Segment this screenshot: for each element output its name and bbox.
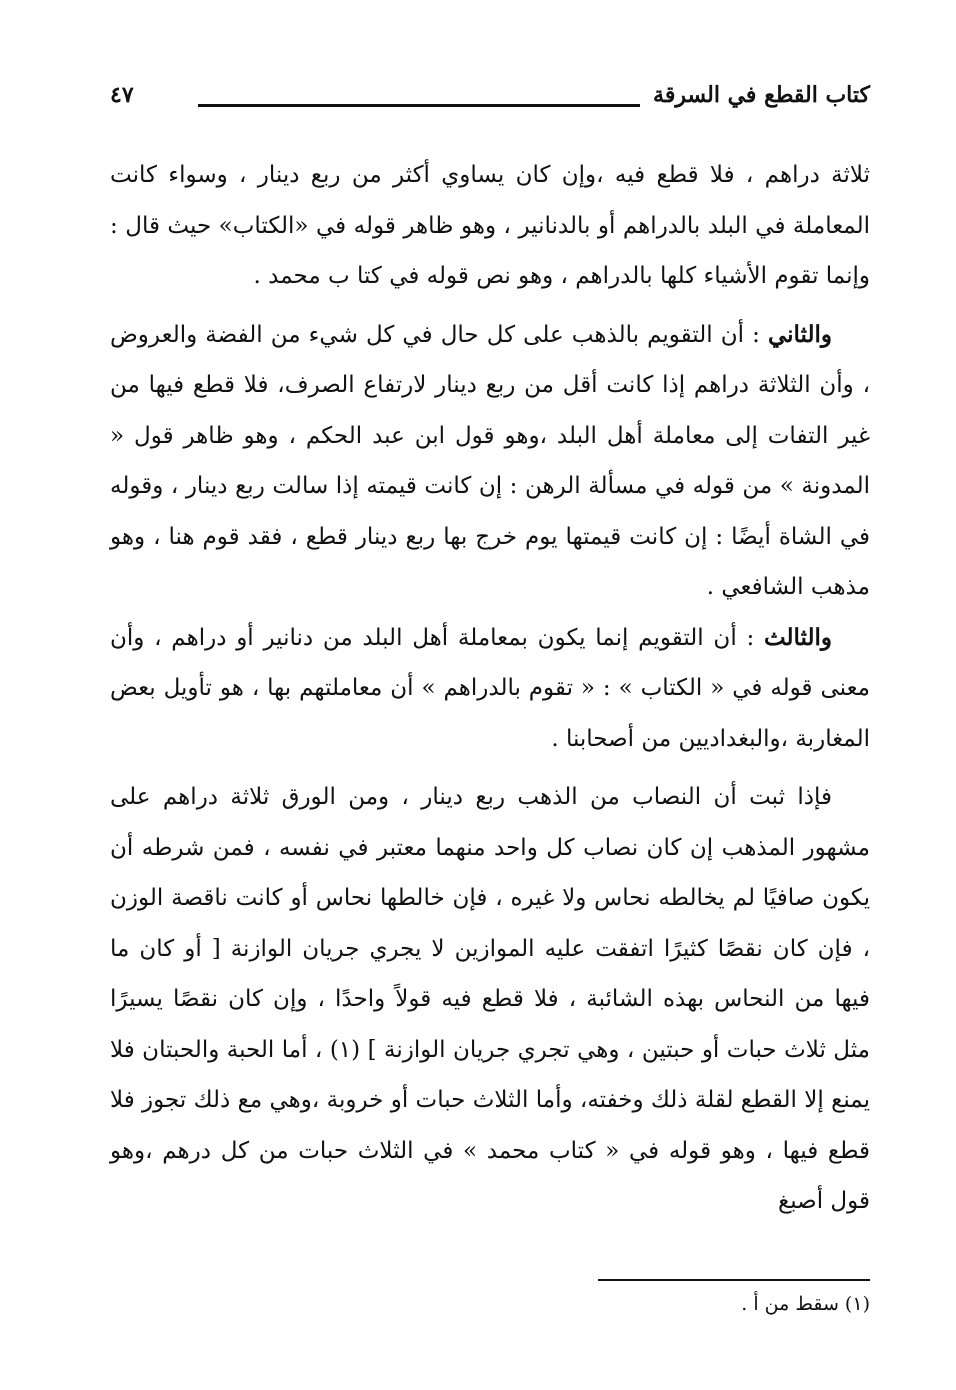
header-rule — [198, 104, 640, 107]
paragraph-2 — [110, 310, 870, 613]
footnote-rule — [598, 1279, 870, 1281]
page-body — [110, 150, 870, 1227]
paragraph-lead: والثاني — [767, 320, 832, 348]
paragraph-text: فإذا ثبت أن النصاب من الذهب ربع دينار ، ومن الورق ثلاثة دراهم على مشهور المذهب إن كان نصاب كل واحد منهما معتبر في نفسه ، فمن شرطه أن يكون صافيًا لم يخالطه نحاس ولا غيره ، فإن خالطها نحاس أو كانت ناقصة الوزن ، فإن كان نقصًا كثيرًا اتفقت عليه الموازين لا يجري جريان الوازنة [ أو كان ما فيها من النحاس بهذه الشائبة ، فلا قطع فيه قولاً واحدًا ، وإن كان نقصًا يسيرًا مثل ثلاث حبات أو حبتين ، وهي تجري جريان الوازنة ] (١) ، أما الحبة والحبتان فلا يمنع إلا القطع لقلة ذلك وخفته، وأما الثلاث حبات أو خروبة ،وهي مع ذلك تجوز فلا قطع فيها ، وهو قوله في « كتاب محمد » في الثلاث حبات من كل درهم ،وهو قول أصبغ — [110, 784, 870, 1214]
page-header — [110, 82, 870, 122]
paragraph-text: : أن التقويم إنما يكون بمعاملة أهل البلد من دنانير أو دراهم ، وأن معنى قوله في « الكتاب » : « تقوم بالدراهم » أن معاملتهم بها ، هو تأويل بعض المغاربة ،والبغداديين من أصحابنا . — [110, 624, 870, 752]
page-number: ٤٧ — [110, 82, 134, 108]
paragraph-text: : أن التقويم بالذهب على كل حال في كل شيء من الفضة والعروض ، وأن الثلاثة دراهم إذا كانت أقل من ربع دينار لارتفاع الصرف، فلا قطع فيها من غير التفات إلى معاملة أهل البلد ،وهو قول ابن عبد الحكم ، وهو ظاهر قول « المدونة » من قوله في مسألة الرهن : إن كانت قيمته إذا سالت ربع دينار ، وقوله في الشاة أيضًا : إن كانت قيمتها يوم خرج بها ربع دينار قطع ، فقد قوم هنا ، وهو مذهب الشافعي . — [110, 321, 870, 600]
footnote: (١) سقط من أ . — [741, 1293, 870, 1315]
paragraph-lead: والثالث — [763, 623, 832, 651]
paragraph-3 — [110, 613, 870, 765]
paragraph-1 — [110, 150, 870, 302]
running-title: كتاب القطع في السرقة — [653, 82, 870, 108]
paragraph-4 — [110, 772, 870, 1227]
paragraph-text: ثلاثة دراهم ، فلا قطع فيه ،وإن كان يساوي أكثر من ربع دينار ، وسواء كانت المعاملة في البلد بالدراهم أو بالدنانير ، وهو ظاهر قوله في «الكتاب» حيث قال : وإنما تقوم الأشياء كلها بالدراهم ، وهو نص قوله في كتا ب محمد . — [110, 162, 870, 289]
